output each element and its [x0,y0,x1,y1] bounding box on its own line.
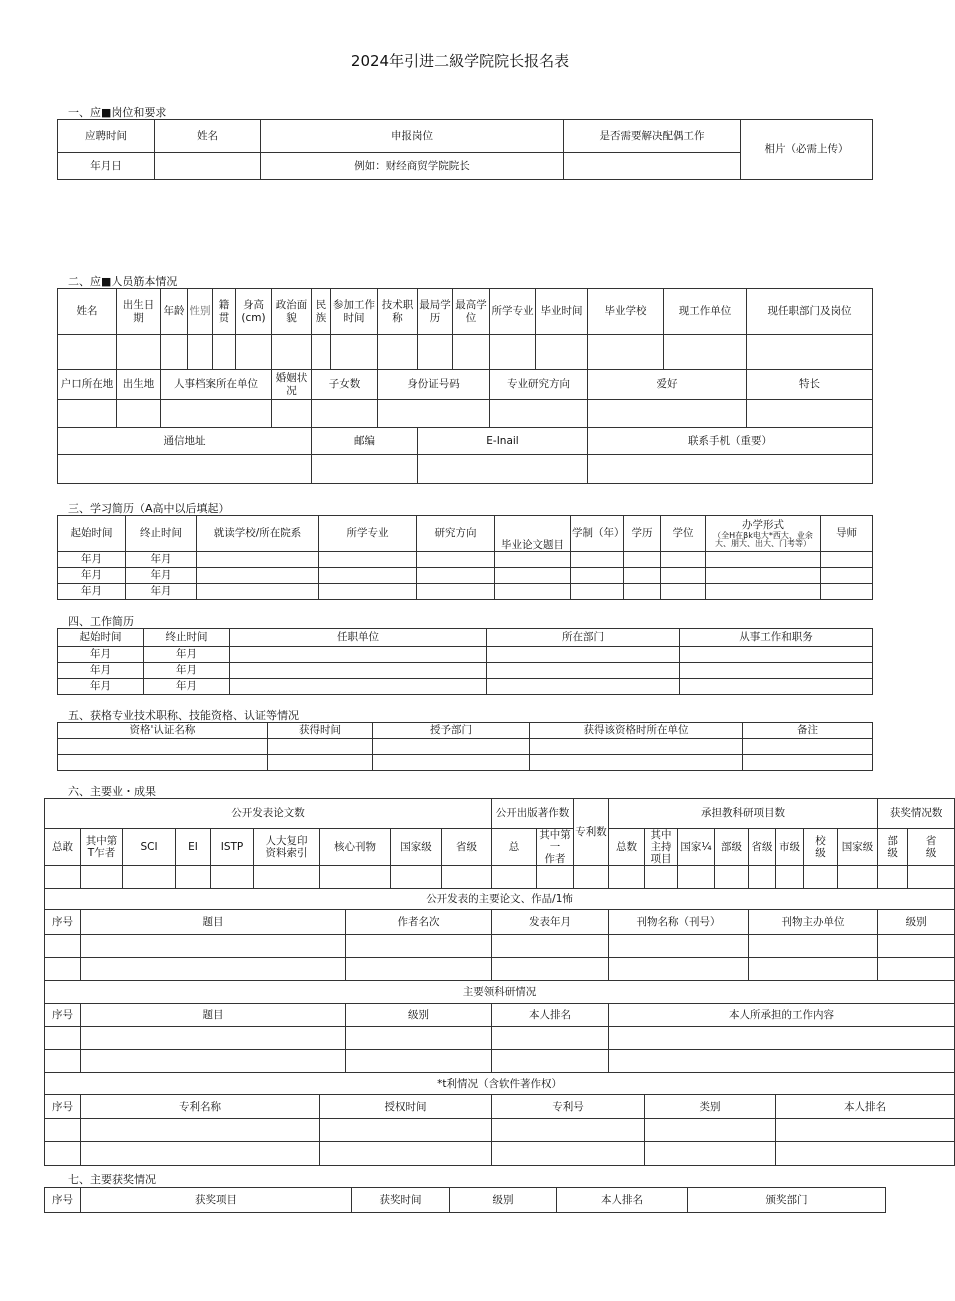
h-paper-first-author-2: T乍者 [87,847,116,860]
h-award-ministry-2: 级 [887,847,898,860]
h-renda-2: 资料索引 [265,847,308,860]
h-edu-start: 起始时间 [58,516,126,552]
h-award-no: 序号 [45,1188,81,1213]
h-proj-city: 市级 [776,829,804,866]
qualification-table [57,722,873,771]
h-renda-1: 人大复印 [265,835,308,848]
edu-row-end[interactable]: 年月 [126,584,197,600]
h-hukou: 户口所在地 [58,370,117,400]
h-qual-name: 资格'认证名称 [58,723,268,739]
h-degree: 最高学位 [453,289,490,335]
h-award-ministry-1: 部 [887,835,898,848]
h-major: 所学专业 [490,289,536,335]
cell-name[interactable] [155,153,261,180]
h-email: E-Inail [418,428,588,455]
cell-spouse-job[interactable] [564,153,741,180]
h-research-no: 序号 [45,1004,81,1027]
h-research-rank: 本人排名 [492,1004,609,1027]
work-table [57,628,873,695]
h-award-rank: 本人排名 [557,1188,688,1213]
edu-row-start[interactable]: 年月 [58,552,126,568]
h-hobby: 爱好 [588,370,747,400]
h-postcode: 邮编 [312,428,418,455]
h-national-level: 国家级 [391,829,442,866]
h-edu-degree: 学位 [661,516,706,552]
h-proj-host [645,829,678,866]
h-province-level: 省级 [442,829,492,866]
h-books-count: 公开出版著作数 [492,799,574,829]
h-award-province-2: 级 [925,847,937,860]
h-patent-name: 专利名称 [81,1095,320,1119]
edu-row-start[interactable]: 年月 [58,584,126,600]
h-paper-author-rank: 作者名次 [346,910,492,935]
h-patent-date: 授权时间 [320,1095,492,1119]
h-paper-level: 级别 [878,910,955,935]
h-edu-years: 学制（年） [571,516,624,552]
h-name: 姓名 [58,289,117,335]
h-award-level: 级别 [450,1188,557,1213]
h-research-work: 本人所承担的工作内容 [609,1004,955,1027]
h-work-start: 起始时间 [58,629,144,647]
h-qual-dept: 授予部门 [373,723,530,739]
h-proj-host-2: 项目 [650,853,672,866]
h-research-direction: 专业研究方向 [490,370,588,400]
position-table [57,119,873,180]
h-paper-journal: 刊物名称（刊号） [609,910,749,935]
h-edu-major: 所学专业 [319,516,417,552]
research-label: 主要领科研情况 [45,981,955,1004]
section-5-heading: 五、获格专业技术职称、技能资格、认证等情况 [68,709,299,722]
section-1-heading: 一、应■岗位和要求 [68,106,167,119]
h-political: 政治面貌 [272,289,312,335]
work-row-end[interactable]: 年月 [144,647,230,663]
edu-row-start[interactable]: 年月 [58,568,126,584]
h-qual-time: 获得时间 [268,723,373,739]
h-papers-count: 公开发表论文数 [45,799,492,829]
h-archive-unit: 人事档案所在单位 [161,370,272,400]
h-book-first-author-2: 作者 [544,853,566,866]
h-patent-rank: 本人排名 [776,1095,955,1119]
achievements-table [44,798,955,1166]
h-paper-title: 题目 [81,910,346,935]
h-tech-title: 技术职称 [378,289,418,335]
education-table [57,515,873,600]
h-dept-post: 现任职部门及岗位 [747,289,873,335]
h-marital: 婚姻状况 [272,370,312,400]
h-education: 最局学历 [418,289,453,335]
h-proj-national: 国家¼ [678,829,715,866]
h-employer: 现工作单位 [664,289,747,335]
h-qual-unit: 获得该资格时所在单位 [530,723,743,739]
h-award-province [908,829,955,866]
h-work-duty: 从事工作和职务 [680,629,873,647]
h-edu-school: 就读学校/所在院系 [197,516,319,552]
h-patent-number: 专利号 [492,1095,645,1119]
h-projects-count: 承担教科研项目数 [609,799,878,829]
h-work-end: 终止时间 [144,629,230,647]
awards-table [44,1187,886,1213]
h-edu-end: 终止时间 [126,516,197,552]
h-book-first-author [537,829,574,866]
h-mobile: 联系手机（重要） [588,428,873,455]
h-proj-school-2: 级 [815,847,826,860]
photo-cell[interactable]: 相片（必需上传） [741,120,873,180]
h-ei: EI [176,829,211,866]
section-3-heading: 三、学习简历（Α高中以后填起） [68,502,230,515]
h-edu-research: 研究方向 [417,516,495,552]
h-sci: SCI [123,829,176,866]
h-proj-school-1: 校 [815,835,826,848]
work-row-end[interactable]: 年月 [144,679,230,695]
h-age: 年龄 [161,289,188,335]
cell-position[interactable]: 例如：财经商贸学院院长 [261,153,564,180]
h-proj-total: 总数 [609,829,645,866]
h-book-total: 总 [492,829,537,866]
h-award-province-1: 省 [925,835,937,848]
h-proj-host-1: 其中主持 [650,829,672,854]
basic-info-table [57,288,873,484]
page-title: 2024年引进二級学院院长报名表 [350,52,570,70]
h-paper-sponsor: 刊物主办单位 [749,910,878,935]
h-paper-first-author [81,829,123,866]
h-awards-count: 获奖情况数 [878,799,955,829]
h-paper-date: 发表年月 [492,910,609,935]
h-id-number: 身份证号码 [378,370,490,400]
h-qual-note: 备注 [743,723,873,739]
h-award-issuer: 颁奖部门 [688,1188,886,1213]
papers-label: 公开发表的主要论文、作品/1怖 [45,889,955,910]
header-apply-time: 应聘时间 [58,120,155,153]
h-award-national: 国家级 [838,829,878,866]
h-core-journal: 核心刊物 [320,829,391,866]
h-patent-type: 类别 [645,1095,776,1119]
h-grad-time: 毕业时间 [536,289,588,335]
h-istp: ISTP [211,829,254,866]
header-name: 姓名 [155,120,261,153]
section-7-heading: 七、主要获奖情况 [68,1173,156,1186]
h-award-time: 获奖时间 [352,1188,450,1213]
h-work-start: 参加工作时间 [331,289,378,335]
work-row-start[interactable]: 年月 [58,663,144,679]
patents-label: *t利情况（含软件著作权） [45,1073,955,1095]
h-research-title: 题目 [81,1004,346,1027]
section-4-heading: 四、工作简历 [68,615,134,628]
h-children: 子女数 [312,370,378,400]
h-award-item: 获奖项目 [81,1188,352,1213]
h-paper-total: 总敢 [45,829,81,866]
work-row-start[interactable]: 年月 [58,679,144,695]
h-specialty: 特长 [747,370,873,400]
section-2-heading: 二、应■人员筋本情况 [68,275,178,288]
h-address: 通信地址 [58,428,312,455]
h-proj-school [804,829,838,866]
h-renda [254,829,320,866]
edu-row-end[interactable]: 年月 [126,552,197,568]
h-edu-mode [706,516,821,552]
h-book-first-author-1: 其中第一 [539,829,571,854]
h-native-place: 籍贯 [213,289,236,335]
h-edu-advisor: 导师 [821,516,873,552]
h-patents-count: 专利数 [574,799,609,866]
section-6-heading: 六、主要业・成果 [68,785,156,798]
h-work-unit: 任职单位 [230,629,487,647]
h-ethnicity: 民族 [312,289,331,335]
h-gender: 性别 [188,289,213,335]
work-row-end[interactable]: 年月 [144,663,230,679]
header-position: 申报岗位 [261,120,564,153]
h-award-ministry [878,829,908,866]
h-proj-ministry: 部级 [715,829,749,866]
h-birth-date: 出生日期 [117,289,161,335]
header-spouse-job: 是否需要解决配偶工作 [564,120,741,153]
h-edu-thesis: 毕业论文题目 [495,516,571,552]
h-birthplace: 出生地 [117,370,161,400]
h-edu-level: 学历 [624,516,661,552]
h-patent-no: 序号 [45,1095,81,1119]
h-height: 身高(cm) [236,289,272,335]
h-work-dept: 所在部门 [487,629,680,647]
h-paper-first-author-1: 其中第 [85,835,118,848]
edu-row-end[interactable]: 年月 [126,568,197,584]
h-edu-mode-note: （全Η在βk电大*西大、业余大、朋大、出大、门考等） [713,530,813,548]
cell-date[interactable]: 年月日 [58,153,155,180]
h-research-level: 级别 [346,1004,492,1027]
h-paper-no: 序号 [45,910,81,935]
work-row-start[interactable]: 年月 [58,647,144,663]
h-school: 毕业学校 [588,289,664,335]
h-proj-province: 省级 [749,829,776,866]
h-edu-mode-label: 办学形式 [742,519,784,532]
